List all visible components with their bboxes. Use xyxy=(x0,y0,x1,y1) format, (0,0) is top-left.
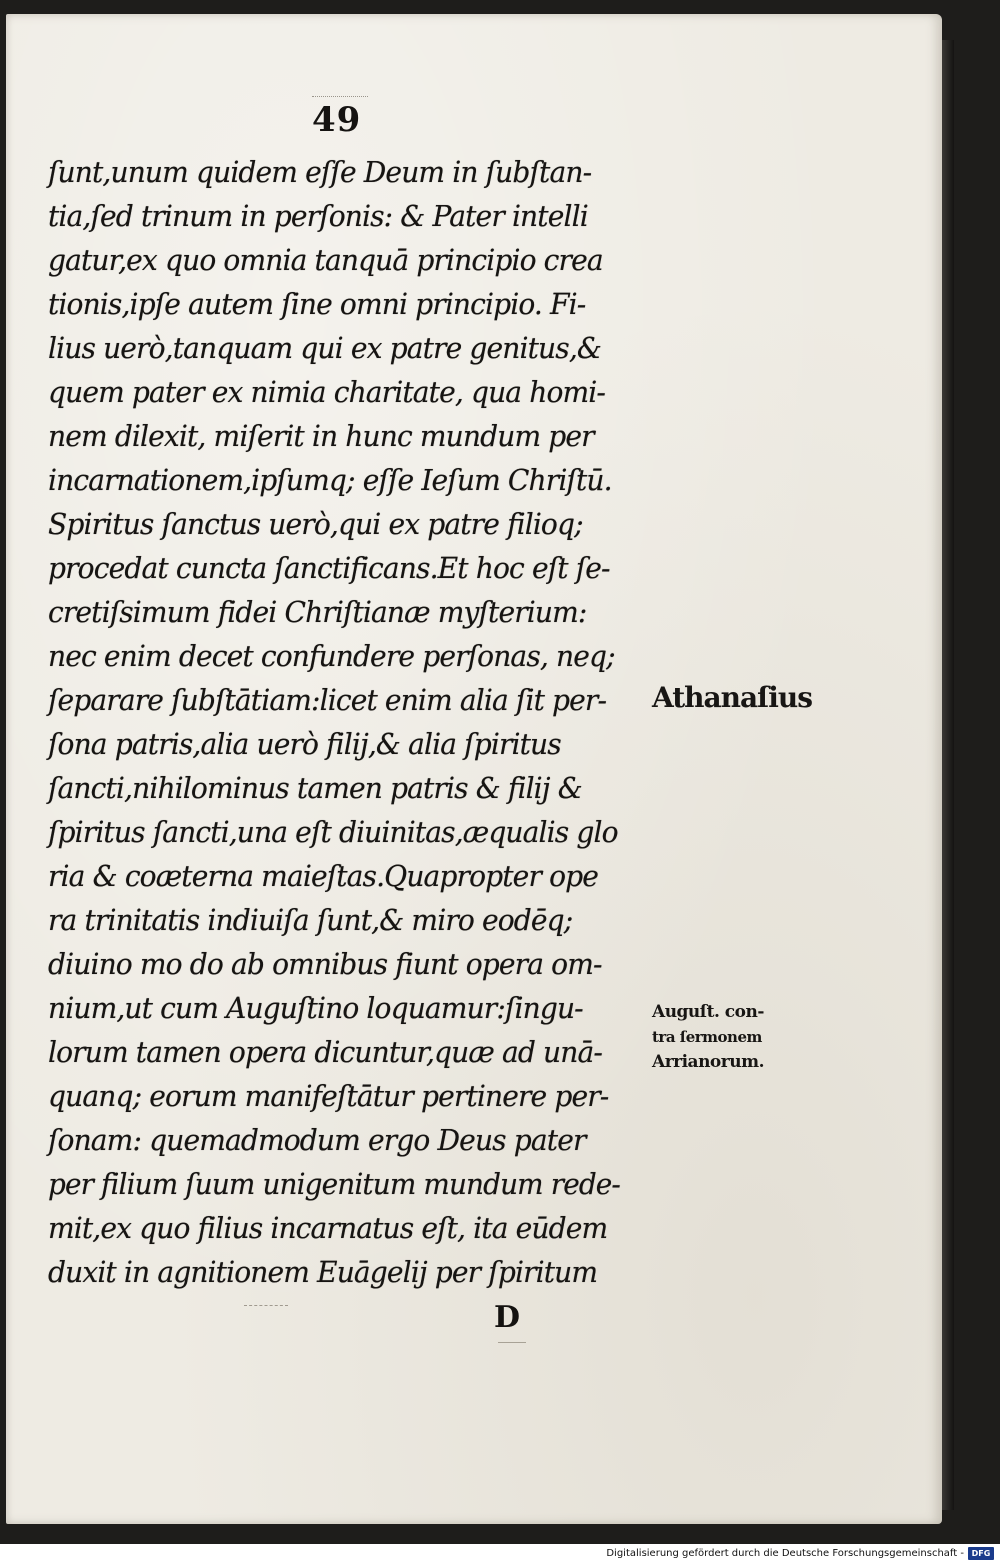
text-line: ſpiritus ſancti,una eſt diuinitas,æqualis glo xyxy=(48,815,618,849)
text-line: tionis,ipſe autem ſine omni principio. Fi- xyxy=(48,287,586,321)
text-line: quem pater ex nimia charitate, qua homi- xyxy=(48,375,606,409)
text-line: ſunt,unum quidem eſſe Deum in ſubſtan- xyxy=(48,155,592,189)
digitization-credit: Digitalisierung gefördert durch die Deutsche Forschungsgemeinschaft - xyxy=(606,1548,964,1559)
text-line: nec enim decet confundere perſonas, neq; xyxy=(48,639,615,673)
text-line: tia,ſed trinum in perſonis: & Pater intelli xyxy=(48,199,588,233)
text-line: duxit in agnitionem Euāgelij per ſpiritum xyxy=(48,1255,598,1289)
signature-mark: D xyxy=(494,1300,521,1335)
margin-note-line: tra ſermonem xyxy=(652,1028,762,1046)
text-line: procedat cuncta ſanctificans.Et hoc eſt ſe- xyxy=(48,551,610,585)
text-line: lius uerò,tanquam qui ex patre genitus,& xyxy=(48,331,602,365)
text-line: ſona patris,alia uerò filij,& alia ſpiritus xyxy=(48,727,561,761)
text-line: quanq; eorum manifeſtātur pertinere per- xyxy=(48,1079,609,1113)
margin-note-line: Arrianorum. xyxy=(652,1052,764,1072)
text-line: gatur,ex quo omnia tanquā principio crea xyxy=(48,243,603,277)
dfg-logo-icon: DFG xyxy=(968,1547,994,1560)
header-rule xyxy=(312,96,368,97)
text-line: cretiſsimum fidei Chriſtianæ myſterium: xyxy=(48,595,587,629)
text-line: incarnationem,ipſumq; eſſe Ieſum Chriſtū. xyxy=(48,463,612,497)
text-line: ra trinitatis indiuiſa ſunt,& miro eodēq; xyxy=(48,903,573,937)
text-line: nem dilexit, miſerit in hunc mundum per xyxy=(48,419,594,453)
text-line: lorum tamen opera dicuntur,quæ ad unā- xyxy=(48,1035,603,1069)
body-text xyxy=(48,150,638,1294)
text-line: ſonam: quemadmodum ergo Deus pater xyxy=(48,1123,586,1157)
margin-note-line: Auguſt. con- xyxy=(652,1002,764,1022)
text-line: mit,ex quo filius incarnatus eſt, ita eūdem xyxy=(48,1211,608,1245)
text-line: nium,ut cum Auguſtino loquamur:ſingu- xyxy=(48,991,583,1025)
margin-note-athanasius: Athanaſius xyxy=(652,681,812,714)
text-line: ria & coæterna maieſtas.Quapropter ope xyxy=(48,859,598,893)
text-line: diuino mo do ab omnibus fiunt opera om- xyxy=(48,947,602,981)
text-line: ſancti,nihilominus tamen patris & filij & xyxy=(48,771,582,805)
signature-rule xyxy=(498,1342,526,1343)
text-line: Spiritus ſanctus uerò,qui ex patre filioq; xyxy=(48,507,583,541)
text-line: per filium ſuum unigenitum mundum rede- xyxy=(48,1167,620,1201)
text-line: ſeparare ſubſtātiam:licet enim alia ſit per- xyxy=(48,683,607,717)
page-number: 49 xyxy=(312,100,362,140)
margin-note-augustine xyxy=(652,1000,764,1075)
footer-rule xyxy=(244,1305,288,1306)
page-edge-shadow xyxy=(942,40,954,1510)
